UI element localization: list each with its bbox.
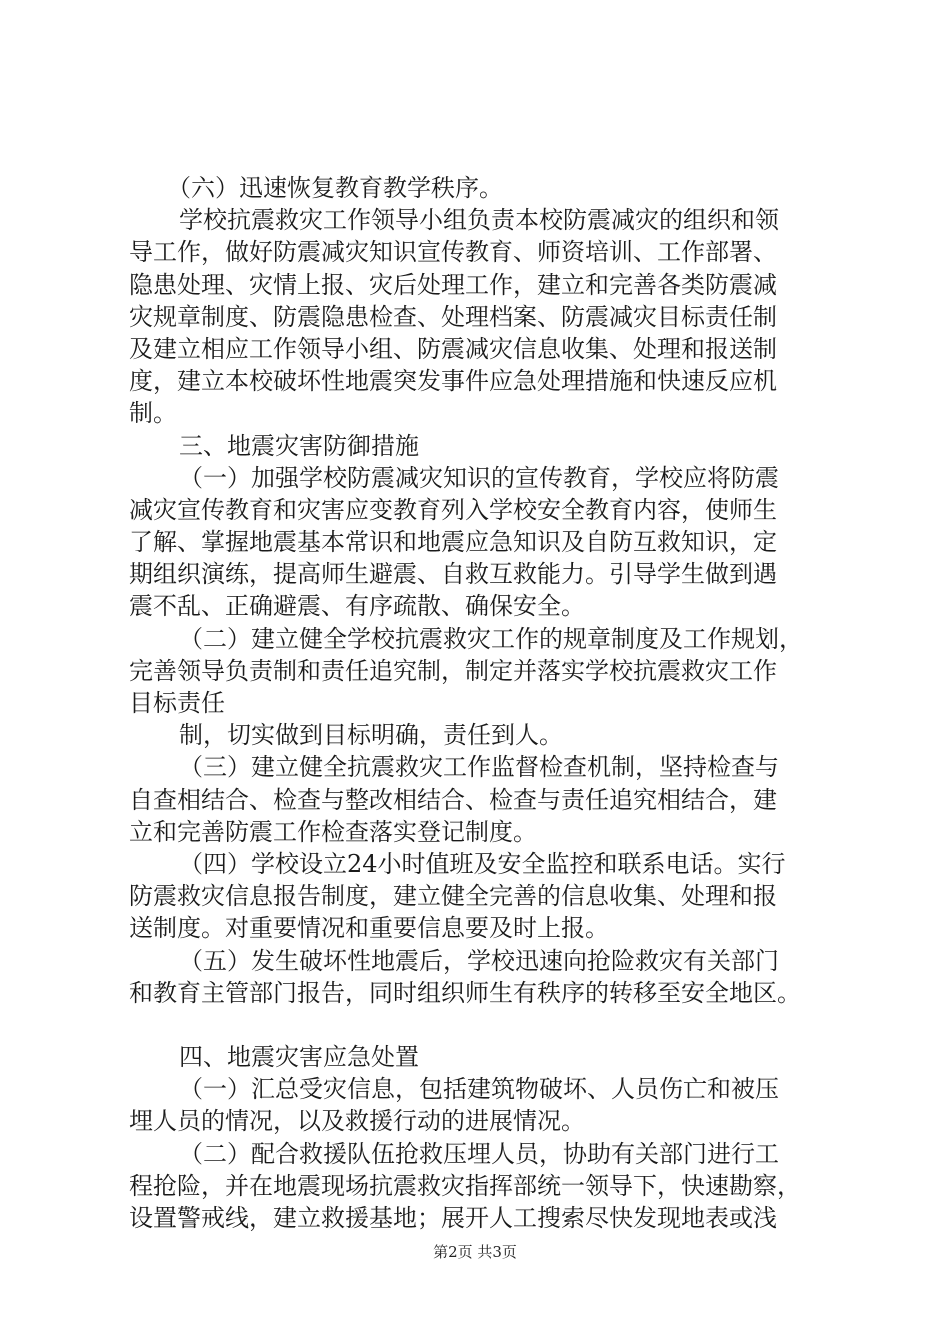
text-line: 灾规章制度、防震隐患检查、处理档案、防震减灾目标责任制 [129,302,777,331]
text-line: 自查相结合、检查与整改相结合、检查与责任追究相结合，建 [129,785,777,814]
text-line: （六）迅速恢复教育教学秩序。 [167,174,503,202]
text-line: 目标责任 [129,689,225,717]
blank-line [129,1009,829,1041]
text-line: 制。 [129,399,177,428]
text-line: 三、地震灾害防御措施 [179,431,419,460]
text-line: 送制度。对重要情况和重要信息要及时上报。 [129,914,609,943]
text-line: 程抢险，并在地震现场抗震救灾指挥部统一领导下，快速勘察， [129,1171,801,1200]
text-line: 学校抗震救灾工作领导小组负责本校防震减灾的组织和领 [179,206,779,235]
text-line: （一）汇总受灾信息，包括建筑物破坏、人员伤亡和被压 [179,1075,779,1104]
text-line: （二）配合救援队伍抢救压埋人员，协助有关部门进行工 [179,1139,779,1168]
text-line: 隐患处理、灾情上报、灾后处理工作，建立和完善各类防震减 [129,270,777,299]
text-line: （五）发生破坏性地震后，学校迅速向抢险救灾有关部门 [179,946,779,975]
text-line: 四、地震灾害应急处置 [179,1043,419,1072]
text-line: 及建立相应工作领导小组、防震减灾信息收集、处理和报送制 [129,334,777,363]
text-line: 埋人员的情况，以及救援行动的进展情况。 [129,1107,585,1136]
text-line: （一）加强学校防震减灾知识的宣传教育，学校应将防震 [179,463,779,492]
text-line: 度，建立本校破坏性地震突发事件应急处理措施和快速反应机 [129,367,777,396]
text-line: 立和完善防震工作检查落实登记制度。 [129,817,537,846]
text-line: 了解、掌握地震基本常识和地震应急知识及自防互救知识，定 [129,528,777,557]
document-body [129,172,829,1234]
text-line: 期组织演练，提高师生避震、自救互救能力。引导学生做到遇 [129,560,777,589]
text-line: 导工作，做好防震减灾知识宣传教育、师资培训、工作部署、 [129,238,777,267]
text-line: 震不乱、正确避震、有序疏散、确保安全。 [129,592,585,621]
text-line: （四）学校设立24小时值班及安全监控和联系电话。实行 [179,849,786,878]
text-line: （三）建立健全抗震救灾工作监督检查机制，坚持检查与 [179,753,779,782]
page-footer: 第2页 共3页 [433,1243,517,1261]
text-line: 完善领导负责制和责任追究制，制定并落实学校抗震救灾工作 [129,656,777,685]
text-line: 设置警戒线，建立救援基地；展开人工搜索尽快发现地表或浅 [129,1204,777,1232]
text-line: 制，切实做到目标明确，责任到人。 [179,721,563,750]
text-line: （二）建立健全学校抗震救灾工作的规章制度及工作规划， [179,624,803,653]
text-line: 防震救灾信息报告制度，建立健全完善的信息收集、处理和报 [129,882,777,911]
text-line: 减灾宣传教育和灾害应变教育列入学校安全教育内容，使师生 [129,495,777,524]
text-line: 和教育主管部门报告，同时组织师生有秩序的转移至安全地区。 [129,978,801,1007]
